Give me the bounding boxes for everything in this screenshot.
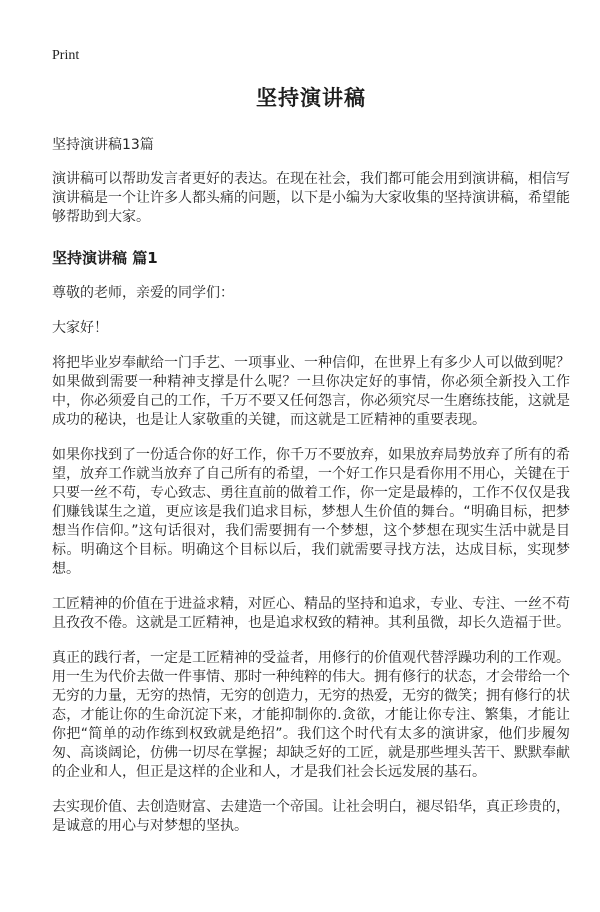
paragraph: 工匠精神的价值在于进益求精，对匠心、精品的坚持和追求，专业、专注、一丝不苟且孜孜不倦。这就是工匠精神，也是追求权致的精神。其利虽微，却长久造福于世。 <box>52 596 570 631</box>
paragraph: 去实现价值、去创造财富、去建造一个帝国。让社会明白，褪尽铅华，真正珍贵的，是诚意的用心与对梦想的坚执。 <box>52 799 570 834</box>
greeting-line: 大家好！ <box>52 320 108 336</box>
paragraph: 真正的践行者，一定是工匠精神的受益者，用修行的价值观代替浮躁功利的工作观。用一生为代价去做一件事情、那时一种纯粹的伟大。拥有修行的状态，才会带给一个无穷的力量，无穷的热情，无穷的创造力，无穷的热爱，无穷的微笑；拥有修行的状态，才能让你的生命沉淀下来，才能抑制你的.贪欲，才能让你专注、繁集，才能让你把“简单的动作练到权致就是绝招”。我们这个时代有太多的演讲家，他们步履匆匆、高谈阔论，仿佛一切尽在掌握；却缺乏好的工匠，就是那些埋头苦干、默默奉献的企业和人，但正是这样的企业和人，才是我们社会长远发展的基石。 <box>52 650 570 780</box>
page-title: 坚持演讲稿 <box>256 86 366 110</box>
print-link[interactable]: Print <box>52 48 80 63</box>
doc-subtitle: 坚持演讲稿13篇 <box>52 137 154 153</box>
paragraph: 如果你找到了一份适合你的好工作，你千万不要放弃，如果放弃局势放弃了所有的希望，放弃工作就当放弃了自己所有的希望，一个好工作只是看你用不用心，关键在于只要一丝不苟，专心致志、勇往直前的做着工作，你一定是最棒的，工作不仅仅是我们赚钱谋生之道，更应该是我们追求目标，梦想人生价值的舞台。“明确目标，把梦想当作信仰。”这句话很对，我们需要拥有一个梦想，这个梦想在现实生活中就是目标。明确这个目标。明确这个目标以后，我们就需要寻找方法，达成目标，实现梦想。 <box>52 447 570 577</box>
paragraph: 将把毕业岁奉献给一门手艺、一项事业、一种信仰，在世界上有多少人可以做到呢？如果做到需要一种精神支撑是什么呢？一旦你决定好的事情，你必须全新投入工作中，你必须爱自己的工作，千万不要又任何怨言，你必须究尽一生磨练技能，这就是成功的秘诀，也是让人家敬重的关键，而这就是工匠精神的重要表现。 <box>52 355 570 428</box>
intro-paragraph: 演讲稿可以帮助发言者更好的表达。在现在社会，我们都可能会用到演讲稿，相信写演讲稿是一个让许多人都头痛的问题，以下是小编为大家收集的坚持演讲稿，希望能够帮助到大家。 <box>52 171 570 225</box>
salutation-line: 尊敬的老师，亲爱的同学们： <box>52 285 234 301</box>
section-heading-piece-1: 坚持演讲稿 篇1 <box>52 249 158 267</box>
